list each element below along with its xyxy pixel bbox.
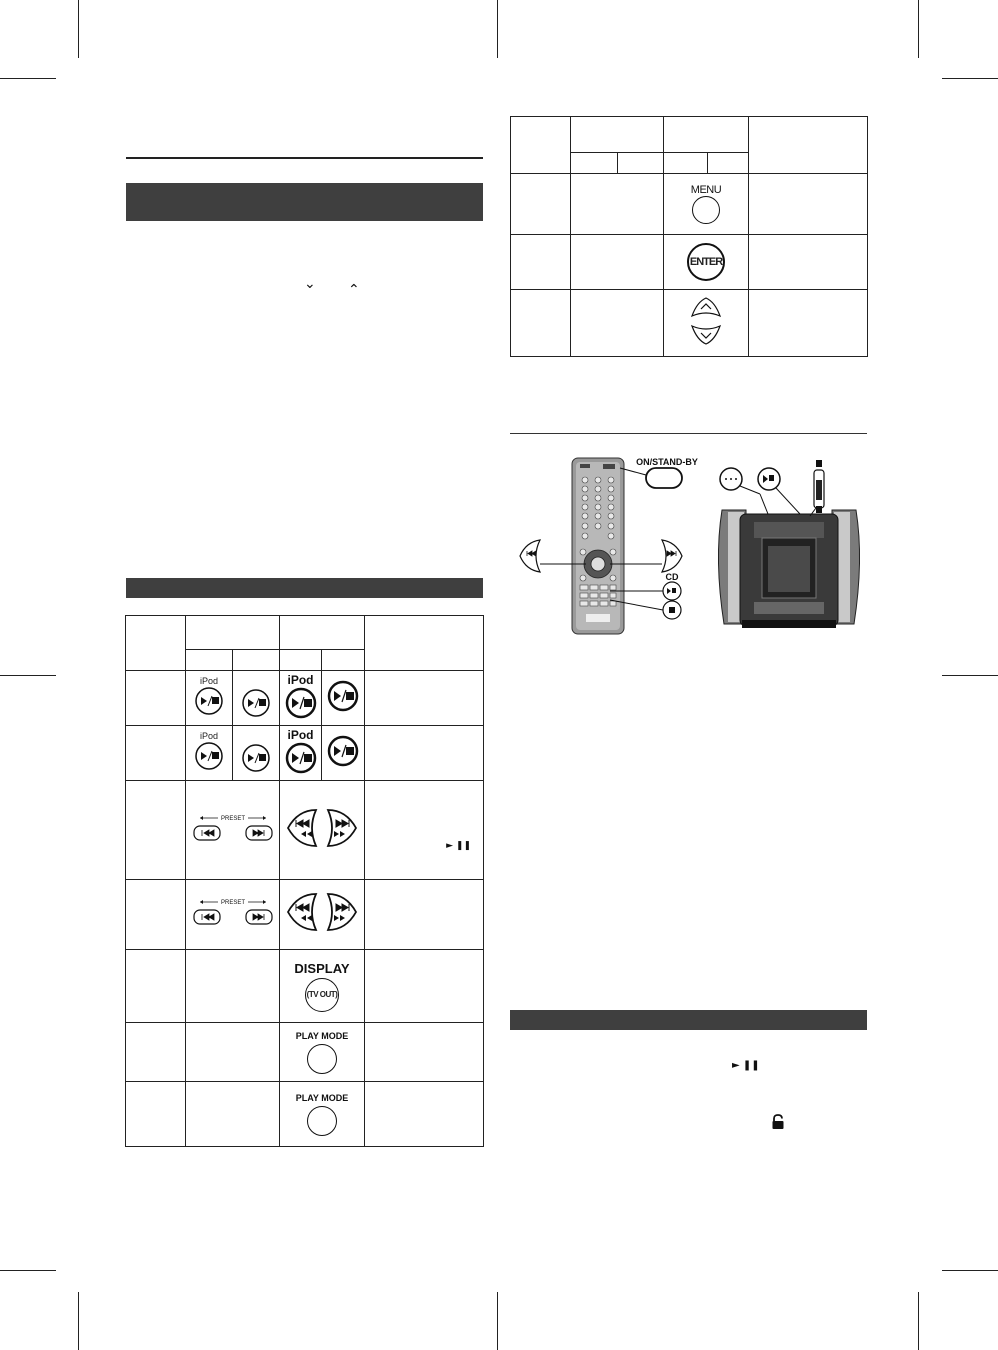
crop-mark <box>942 78 998 79</box>
menu-label: MENU <box>690 184 722 196</box>
ipod-label: iPod <box>199 675 218 686</box>
table-row <box>126 880 484 950</box>
header-cell <box>322 650 365 671</box>
unit-ipod-play-cell <box>280 671 322 726</box>
play-stop-button-icon <box>239 688 273 718</box>
play-stop-button-icon <box>283 687 319 719</box>
remote-play-cell <box>233 726 280 781</box>
unit-ipod-play-cell <box>280 726 322 781</box>
down-arrow-icon: ⌄ <box>304 276 316 292</box>
menu-button-cell <box>664 174 749 235</box>
remote-control-illustration <box>572 458 624 634</box>
play-pause-icon: ► ❚❚ <box>732 1060 760 1071</box>
preset-skip-buttons-icon <box>190 810 276 846</box>
crop-mark <box>78 1292 79 1350</box>
table-row <box>126 1082 484 1147</box>
play-mode-button-icon <box>307 1044 337 1074</box>
play-stop-button-icon <box>283 742 319 774</box>
enter-button-icon <box>687 243 725 281</box>
crop-mark <box>0 1270 56 1271</box>
up-down-buttons-cell <box>664 290 749 357</box>
header-cell <box>280 616 365 650</box>
enter-button-cell <box>664 235 749 290</box>
table-row <box>511 174 868 235</box>
play-stop-button-icon <box>325 680 361 712</box>
unit-play-cell <box>322 726 365 781</box>
crop-mark <box>0 78 56 79</box>
unit-skip-cell <box>280 781 365 880</box>
section-rule <box>126 157 483 159</box>
enter-label: ENTER <box>689 256 723 268</box>
header-cell <box>186 650 233 671</box>
unit-display-cell <box>280 950 365 1023</box>
table-row <box>126 781 484 880</box>
remote-play-cell <box>233 671 280 726</box>
crop-mark <box>497 0 498 58</box>
lock-icon <box>771 1114 785 1135</box>
remote-and-unit-illustration <box>510 450 867 640</box>
main-unit-illustration <box>718 510 859 628</box>
right-function-table <box>510 116 868 357</box>
crop-mark <box>78 0 79 58</box>
preset-label: PRESET <box>220 900 245 906</box>
preset-skip-buttons-icon <box>190 894 276 930</box>
unit-play-cell <box>322 671 365 726</box>
tv-out-label: (TV OUT) <box>306 990 338 999</box>
header-cell <box>126 616 186 671</box>
remote-preset-cell <box>186 880 280 950</box>
play-stop-button-icon <box>192 686 226 716</box>
crop-mark <box>942 675 998 676</box>
cd-label: CD <box>665 572 679 582</box>
play-stop-button-icon <box>239 743 273 773</box>
table-row <box>126 726 484 781</box>
table-row <box>126 1023 484 1082</box>
skip-buttons-icon <box>282 890 362 934</box>
header-cell <box>365 616 484 671</box>
lock-slider-callout <box>810 460 824 516</box>
crop-mark <box>0 675 56 676</box>
preset-label: PRESET <box>220 815 245 822</box>
section-header-bar <box>126 183 483 221</box>
tv-out-button-icon <box>305 978 339 1012</box>
figure-rule <box>510 433 867 434</box>
header-cell <box>233 650 280 671</box>
play-stop-button-icon <box>325 735 361 767</box>
play-stop-button-icon <box>192 741 226 771</box>
display-label: DISPLAY <box>294 960 350 976</box>
header-cell <box>280 650 322 671</box>
crop-mark <box>942 1270 998 1271</box>
skip-buttons-icon <box>282 806 362 850</box>
unit-play-mode-cell <box>280 1023 365 1082</box>
left-function-table <box>125 615 484 1147</box>
crop-mark <box>918 1292 919 1350</box>
unit-play-mode-cell <box>280 1082 365 1147</box>
description-cell <box>365 781 484 880</box>
remote-ipod-play-cell <box>186 671 233 726</box>
ipod-label: iPod <box>287 727 314 742</box>
unit-skip-cell <box>280 880 365 950</box>
remote-ipod-play-cell <box>186 726 233 781</box>
crop-mark <box>918 0 919 58</box>
on-standby-label: ON/STAND-BY <box>636 457 698 467</box>
unit-play-callout <box>758 468 800 514</box>
up-down-buttons-icon <box>689 292 723 350</box>
play-mode-button-icon <box>307 1106 337 1136</box>
remote-preset-cell <box>186 781 280 880</box>
header-cell <box>186 616 280 650</box>
table-row <box>126 950 484 1023</box>
play-mode-label: PLAY MODE <box>295 1092 349 1103</box>
table-row <box>126 671 484 726</box>
play-pause-icon: ► ❚❚ <box>446 841 471 851</box>
menu-button-icon <box>692 196 720 224</box>
up-arrow-icon: ⌃ <box>348 282 360 298</box>
crop-mark <box>497 1292 498 1350</box>
ipod-label: iPod <box>199 730 218 741</box>
table-row <box>511 235 868 290</box>
ipod-label: iPod <box>287 672 314 687</box>
table-row <box>511 290 868 357</box>
subsection-header-bar <box>126 578 483 598</box>
on-standby-callout <box>620 468 682 488</box>
play-mode-label: PLAY MODE <box>295 1030 349 1041</box>
subsection-header-bar <box>510 1010 867 1030</box>
